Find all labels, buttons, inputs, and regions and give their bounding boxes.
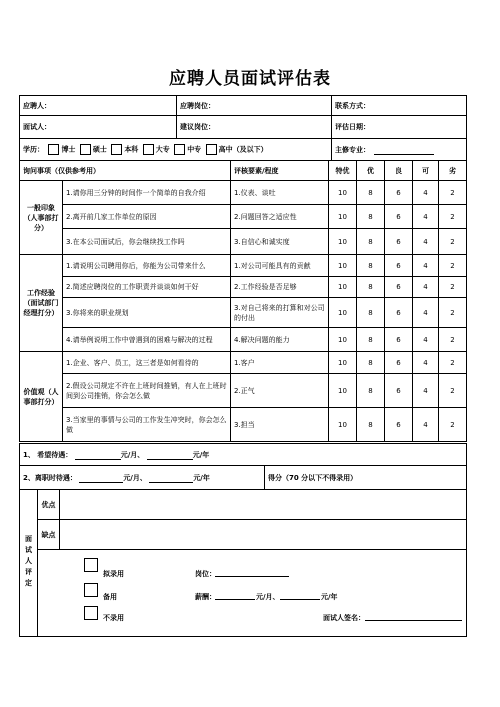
checkbox-reject[interactable] <box>84 606 98 620</box>
score-cell[interactable]: 4 <box>413 277 439 298</box>
score-cell[interactable]: 8 <box>357 205 385 229</box>
table-row <box>20 374 467 408</box>
salary-year-input[interactable] <box>280 591 320 600</box>
post-input[interactable] <box>215 568 289 577</box>
score-cell[interactable]: 4 <box>413 374 439 408</box>
score-cell[interactable]: 8 <box>357 255 385 277</box>
score-cell[interactable]: 8 <box>357 328 385 352</box>
criteria-cell: 3.担当 <box>231 408 329 442</box>
score-cell[interactable]: 2 <box>439 181 467 205</box>
education-label: 学历： <box>23 145 44 154</box>
header-level: 优 <box>357 161 385 181</box>
previous-month-input[interactable] <box>79 474 123 483</box>
weaknesses-field[interactable] <box>60 520 467 550</box>
score-cell[interactable]: 2 <box>439 255 467 277</box>
option-reject: 不录用 <box>103 614 124 622</box>
strengths-field[interactable] <box>60 490 467 520</box>
score-cell[interactable]: 4 <box>413 298 439 328</box>
criteria-cell: 1.客户 <box>231 352 329 374</box>
section-label-values: 价值观（人事部打分） <box>20 352 63 442</box>
criteria-cell: 2.工作经验是否足够 <box>231 277 329 298</box>
major-line <box>374 146 434 155</box>
table-row <box>20 298 467 328</box>
option-standby: 备用 <box>103 593 117 601</box>
unit-label: 元/月、 <box>120 450 145 459</box>
edu-option-label: 高中（及以下） <box>218 145 268 154</box>
score-cell[interactable]: 2 <box>439 374 467 408</box>
score-cell[interactable]: 8 <box>357 298 385 328</box>
checkbox-standby[interactable] <box>84 583 98 597</box>
criteria-cell: 2.问题回答之适应性 <box>231 205 329 229</box>
question-cell: 1.请你用三分钟的时间作一个简单的自我介绍 <box>63 181 231 205</box>
table-row <box>20 328 467 352</box>
criteria-cell: 3.自信心和诚实度 <box>231 229 329 255</box>
suggested-position-field[interactable]: 建议岗位： <box>177 116 332 139</box>
criteria-cell: 1.对公司可能具有的贡献 <box>231 255 329 277</box>
page-title: 应聘人员面试评估表 <box>169 69 331 89</box>
score-cell[interactable]: 6 <box>385 229 413 255</box>
score-cell[interactable]: 8 <box>357 374 385 408</box>
unit-label: 元/年 <box>193 473 210 482</box>
strengths-label: 优点 <box>38 490 60 520</box>
checkbox-hire[interactable] <box>84 558 98 572</box>
eval-date-field[interactable]: 评估日期： <box>332 116 467 139</box>
score-cell[interactable]: 2 <box>439 205 467 229</box>
edu-option-label: 中专 <box>187 145 202 154</box>
major-label: 主修专业： <box>335 145 370 154</box>
header-question: 询问事项（仅供参考用） <box>20 161 231 181</box>
unit-label: 元/年 <box>192 450 210 459</box>
position-field[interactable]: 应聘岗位： <box>177 96 332 116</box>
applicant-field[interactable]: 应聘人： <box>20 96 177 116</box>
expected-salary-label: 1、 希望待遇： <box>23 450 73 459</box>
interviewer-field[interactable]: 面试人： <box>20 116 177 139</box>
score-cell[interactable]: 4 <box>413 205 439 229</box>
score-cell[interactable]: 8 <box>357 229 385 255</box>
score-cell[interactable]: 8 <box>357 181 385 205</box>
question-cell: 3.你将来的职业规划 <box>63 298 231 328</box>
score-cell[interactable]: 6 <box>385 181 413 205</box>
score-cell[interactable]: 8 <box>357 277 385 298</box>
score-cell[interactable]: 10 <box>329 328 357 352</box>
score-cell[interactable]: 6 <box>385 277 413 298</box>
score-cell[interactable]: 2 <box>439 352 467 374</box>
header-level: 良 <box>385 161 413 181</box>
score-cell[interactable]: 4 <box>413 181 439 205</box>
table-row <box>20 205 467 229</box>
table-row <box>20 181 467 205</box>
edu-option-label: 博士 <box>61 145 76 154</box>
table-row <box>20 408 467 442</box>
score-cell[interactable]: 6 <box>385 298 413 328</box>
criteria-cell: 1.仪表、谈吐 <box>231 181 329 205</box>
score-cell[interactable]: 4 <box>413 408 439 442</box>
previous-salary-label: 2、离职时待遇： <box>23 473 77 482</box>
education-row <box>20 139 332 161</box>
score-cell[interactable]: 4 <box>413 352 439 374</box>
section-label-experience: 工作经验（面试部门经理打分） <box>20 255 63 352</box>
score-cell[interactable]: 10 <box>329 374 357 408</box>
checkbox-phd[interactable] <box>48 144 59 155</box>
evaluation-table <box>19 160 467 442</box>
score-cell[interactable]: 2 <box>439 298 467 328</box>
signature-label: 面试人签名： <box>323 614 365 622</box>
header-level: 劣 <box>439 161 467 181</box>
criteria-cell: 3.对自己将来的打算和对公司的付出 <box>231 298 329 328</box>
score-cell[interactable]: 8 <box>357 352 385 374</box>
expected-year-input[interactable] <box>147 451 193 460</box>
score-cell[interactable]: 10 <box>329 255 357 277</box>
unit-label: 元/月、 <box>123 473 147 482</box>
score-cell[interactable]: 10 <box>329 298 357 328</box>
score-note: 得分（70 分以下不得录用） <box>265 466 467 490</box>
expected-salary-row <box>20 444 467 466</box>
score-cell[interactable]: 6 <box>385 352 413 374</box>
contact-field[interactable]: 联系方式： <box>332 96 467 116</box>
header-level: 可 <box>413 161 439 181</box>
table-row <box>20 352 467 374</box>
score-cell[interactable]: 10 <box>329 229 357 255</box>
score-cell[interactable]: 2 <box>439 328 467 352</box>
interviewer-eval-label: 面试人评定 <box>24 534 33 590</box>
score-cell[interactable]: 6 <box>385 374 413 408</box>
score-cell[interactable]: 4 <box>413 255 439 277</box>
unit-label: 元/月、 <box>256 593 280 601</box>
score-cell[interactable]: 8 <box>357 408 385 442</box>
score-cell[interactable]: 2 <box>439 277 467 298</box>
score-cell[interactable]: 10 <box>329 352 357 374</box>
checkbox-bachelor[interactable] <box>111 144 122 155</box>
score-cell[interactable]: 10 <box>329 205 357 229</box>
score-cell[interactable]: 6 <box>385 408 413 442</box>
table-row <box>20 229 467 255</box>
edu-option-label: 大专 <box>155 145 170 154</box>
score-cell[interactable]: 4 <box>413 229 439 255</box>
salary-label: 薪酬： <box>195 593 216 601</box>
question-cell: 2.离开前几家工作单位的原因 <box>63 205 231 229</box>
table-row <box>20 255 467 277</box>
checkbox-technical[interactable] <box>174 144 185 155</box>
question-cell: 3.当家里的事情与公司的工作发生冲突时，你会怎么做 <box>63 408 231 442</box>
question-cell: 2.假设公司规定不许在上班时间推销，有人在上班时间到公司推销，你会怎么做 <box>63 374 231 408</box>
question-cell: 1.企业、客户、员工，这三者是如何看待的 <box>63 352 231 374</box>
signature-input[interactable] <box>365 612 462 621</box>
score-cell[interactable]: 2 <box>439 408 467 442</box>
edu-option-label: 本科 <box>124 145 139 154</box>
question-cell: 2.简述应聘岗位的工作职责并谈谈如何干好 <box>63 277 231 298</box>
checkbox-highschool[interactable] <box>206 144 217 155</box>
section-label-impression: 一般印象（人事部打分） <box>20 181 63 255</box>
score-cell[interactable]: 6 <box>385 255 413 277</box>
score-cell[interactable]: 10 <box>329 277 357 298</box>
question-cell: 3.在本公司面试后，你会继续找工作吗 <box>63 229 231 255</box>
unit-label: 元/年 <box>321 593 338 601</box>
info-table <box>19 95 467 161</box>
score-cell[interactable]: 10 <box>329 181 357 205</box>
header-criteria: 评核要素/程度 <box>231 161 329 181</box>
major-field[interactable] <box>332 139 467 161</box>
weaknesses-label: 缺点 <box>38 520 60 550</box>
option-hire: 拟录用 <box>103 570 124 578</box>
checkbox-college[interactable] <box>143 144 154 155</box>
edu-option-label: 硕士 <box>92 145 107 154</box>
checkbox-master[interactable] <box>80 144 91 155</box>
criteria-cell: 4.解决问题的能力 <box>231 328 329 352</box>
post-label: 岗位： <box>195 570 216 578</box>
question-cell: 4.请举例说明工作中曾遇到的困难与解决的过程 <box>63 328 231 352</box>
previous-salary-row <box>20 466 265 490</box>
table-row <box>20 277 467 298</box>
question-cell: 1.请说明公司聘用你后，你能为公司带来什么 <box>63 255 231 277</box>
score-cell[interactable]: 10 <box>329 408 357 442</box>
interviewer-eval-side <box>20 490 38 637</box>
score-cell[interactable]: 2 <box>439 229 467 255</box>
header-level: 特优 <box>329 161 357 181</box>
criteria-cell: 2.正气 <box>231 374 329 408</box>
score-cell[interactable]: 4 <box>413 328 439 352</box>
previous-year-input[interactable] <box>149 474 193 483</box>
score-cell[interactable]: 6 <box>385 205 413 229</box>
score-cell[interactable]: 6 <box>385 328 413 352</box>
expected-month-input[interactable] <box>75 451 121 460</box>
salary-month-input[interactable] <box>215 591 255 600</box>
